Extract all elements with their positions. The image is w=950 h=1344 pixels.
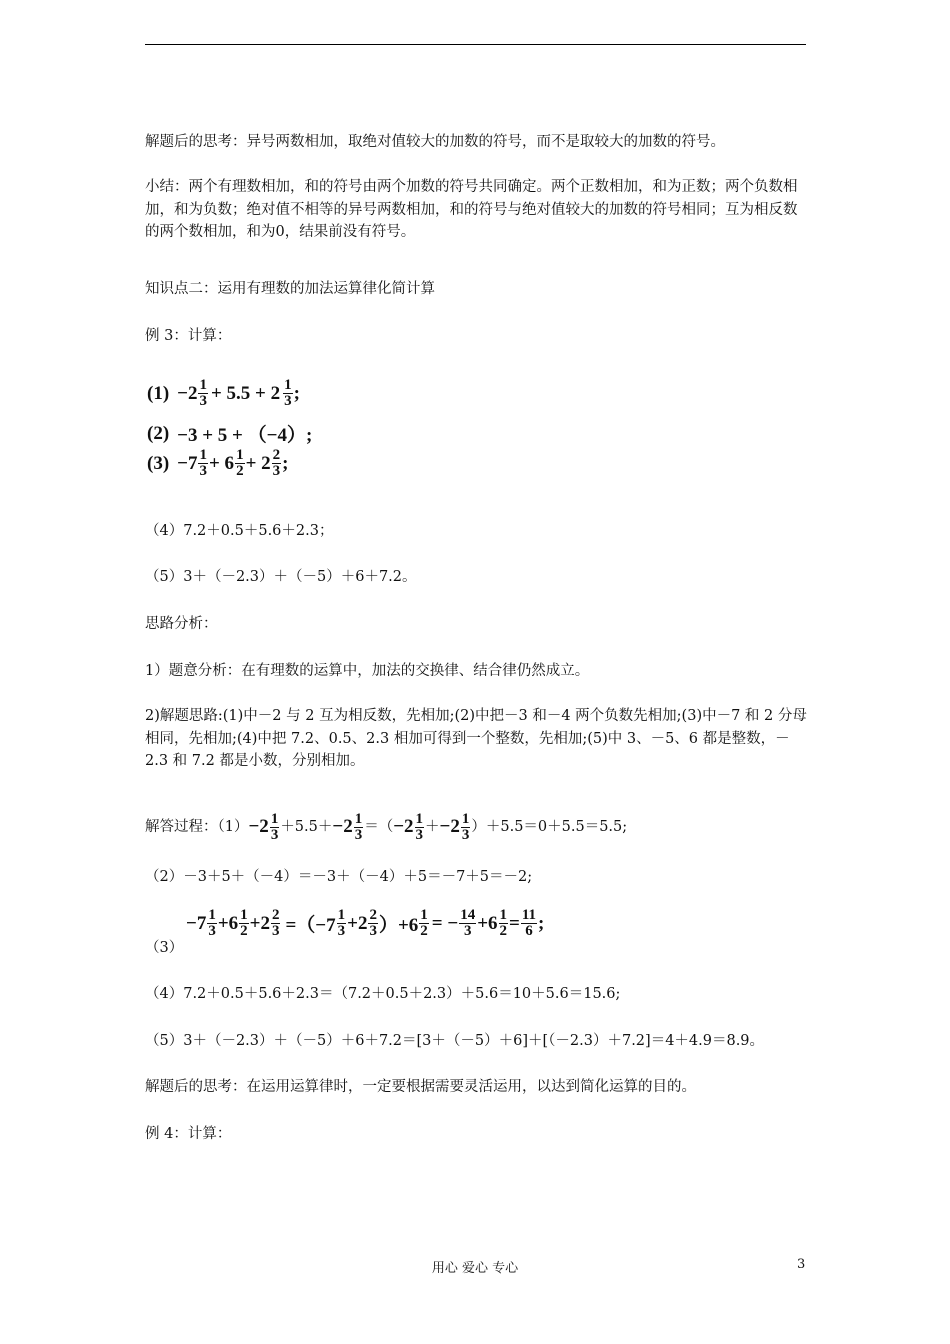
solution-1-term-c: −2 $\frac{1}{3}$ — [393, 810, 424, 843]
page-footer: 用心 爱心 专心 — [431, 1261, 519, 1276]
solution-1-term-b: −2 $\frac{1}{3}$ — [332, 810, 363, 843]
reflection-paragraph: 解题后的思考：异号两数相加，取绝对值较大的加数的符号，而不是取较大的加数的符号。 — [145, 134, 725, 150]
problem-4: （4）7.2＋0.5＋5.6＋2.3； — [145, 523, 334, 539]
problem-5: （5）3＋（－2.3）＋（－5）＋6＋7.2。 — [145, 569, 417, 585]
example-3-heading: 例 3：计算： — [145, 328, 232, 344]
solution-4: （4）7.2＋0.5＋5.6＋2.3＝（7.2＋0.5＋2.3）＋5.6＝10＋5.6＝15.6; — [145, 986, 621, 1002]
solution-3-label: （3） — [145, 940, 184, 956]
solution-5: （5）3＋（－2.3）＋（－5）＋6＋7.2＝[3＋（－5）＋6]＋[（－2.3）＋7.2]＝4＋4.9＝8.9。 — [145, 1033, 765, 1049]
knowledge-point-heading: 知识点二：运用有理数的加法运算律化简计算 — [145, 281, 435, 297]
solution-1-term-a: −2 $\frac{1}{3}$ — [248, 810, 279, 843]
solution-1 — [145, 802, 810, 852]
problem-3-formula: (3) −7 $\frac{1}{3}$ + 6 $\frac{1}{2}$ + 2 $\frac{2}{3}$ ; — [147, 447, 289, 479]
reflection-paragraph-2: 解题后的思考：在运用运算律时，一定要根据需要灵活运用，以达到简化运算的目的。 — [145, 1079, 696, 1095]
example-4-heading: 例 4：计算： — [145, 1126, 232, 1142]
solution-2: （2）－3＋5＋（－4）＝－3＋（－4）＋5＝－7＋5＝－2; — [145, 869, 533, 885]
solution-3-formula: −7 $\frac{1}{3}$ +6 $\frac{1}{2}$ +2 $\frac{2}{3}$ =（−7 $\frac{1}{3}$ +2 $\frac{2}{3}$ ）+6 $\frac{1}{2}$ = − $\frac{14}{3}$ +6 $\frac{1}{2}$ = $\frac{11}{6}$ ; — [186, 907, 545, 939]
solution-1-label: 解答过程：（1） — [145, 819, 249, 835]
analysis-heading: 思路分析： — [145, 616, 218, 632]
summary-paragraph: 小结：两个有理数相加，和的符号由两个加数的符号共同确定。两个正数相加，和为正数；两个负数相加，和为负数；绝对值不相等的异号两数相加，和的符号与绝对值较大的加数的符号相同；互为相反数的两个数相加，和为0，结果前没有符号。 — [145, 179, 798, 240]
solution-1-plus-2: ＋ — [425, 819, 440, 835]
solution-1-equals: ＝（ — [364, 819, 394, 835]
problem-1-formula: (1) −2 $\frac{1}{3}$ + 5.5 + 2 $\frac{1}{3}$ ; — [147, 377, 300, 409]
analysis-1: 1）题意分析：在有理数的运算中，加法的交换律、结合律仍然成立。 — [145, 663, 590, 679]
analysis-2: 2)解题思路:(1)中－2 与 2 互为相反数，先相加;(2)中把－3 和－4 两个负数先相加;(3)中－7 和 2 分母相同，先相加;(4)中把 7.2、0.5、2.3 相加可得到一个整数，先相加;(5)中 3、－5、6 都是整数，－2.3 和 7.2 都是小数，分别相加。 — [145, 708, 807, 769]
page-number: 3 — [797, 1257, 806, 1272]
header-rule — [145, 44, 806, 45]
solution-1-term-d: −2 $\frac{1}{3}$ — [439, 810, 470, 843]
problem-2-formula: (2) −3 + 5 + （−4）; — [147, 422, 313, 446]
solution-1-plus: ＋5.5＋ — [280, 819, 333, 835]
solution-1-result: ）＋5.5＝0＋5.5＝5.5; — [471, 819, 628, 835]
